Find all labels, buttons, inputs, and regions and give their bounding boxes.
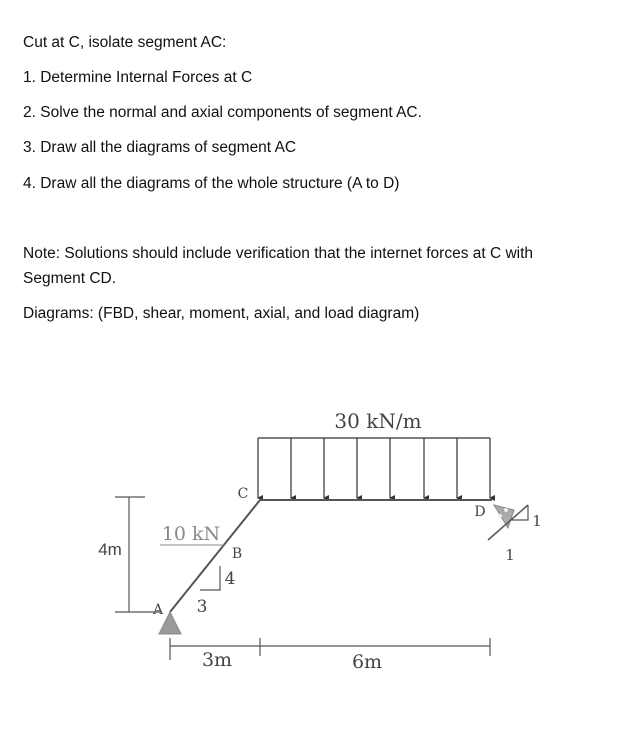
point-b-label: B [231, 546, 243, 562]
dim-right-label: 6m [351, 651, 383, 673]
step-2: 2. Solve the normal and axial components of segment AC. [23, 104, 422, 121]
note-line-1: Note: Solutions should include verification that the internet forces at C with [23, 245, 534, 262]
dim-left-label: 3m [201, 649, 233, 671]
support-slope-run-label: 1 [505, 546, 515, 564]
step-3: 3. Draw all the diagrams of segment AC [23, 139, 297, 156]
diagrams-line: Diagrams: (FBD, shear, moment, axial, and load diagram) [23, 305, 420, 322]
intro-text: Cut at C, isolate segment AC: [23, 34, 227, 51]
slope-run-label: 3 [196, 597, 208, 617]
slope-rise-label: 4 [224, 569, 236, 589]
inclined-roller-support-icon [488, 505, 528, 540]
point-d-label: D [474, 504, 486, 520]
distributed-load-label: 30 kN/m [334, 409, 422, 433]
point-load-label: 10 kN [161, 523, 221, 545]
step-1: 1. Determine Internal Forces at C [23, 69, 253, 86]
height-dimension-label: 4m [98, 540, 122, 559]
point-c-label: C [237, 486, 249, 502]
point-a-label: A [152, 602, 164, 618]
distributed-load [258, 438, 490, 498]
support-slope-rise-label: 1 [532, 512, 542, 530]
beam [170, 500, 492, 612]
step-4: 4. Draw all the diagrams of the whole structure (A to D) [23, 175, 400, 192]
note-line-2: Segment CD. [23, 270, 117, 287]
